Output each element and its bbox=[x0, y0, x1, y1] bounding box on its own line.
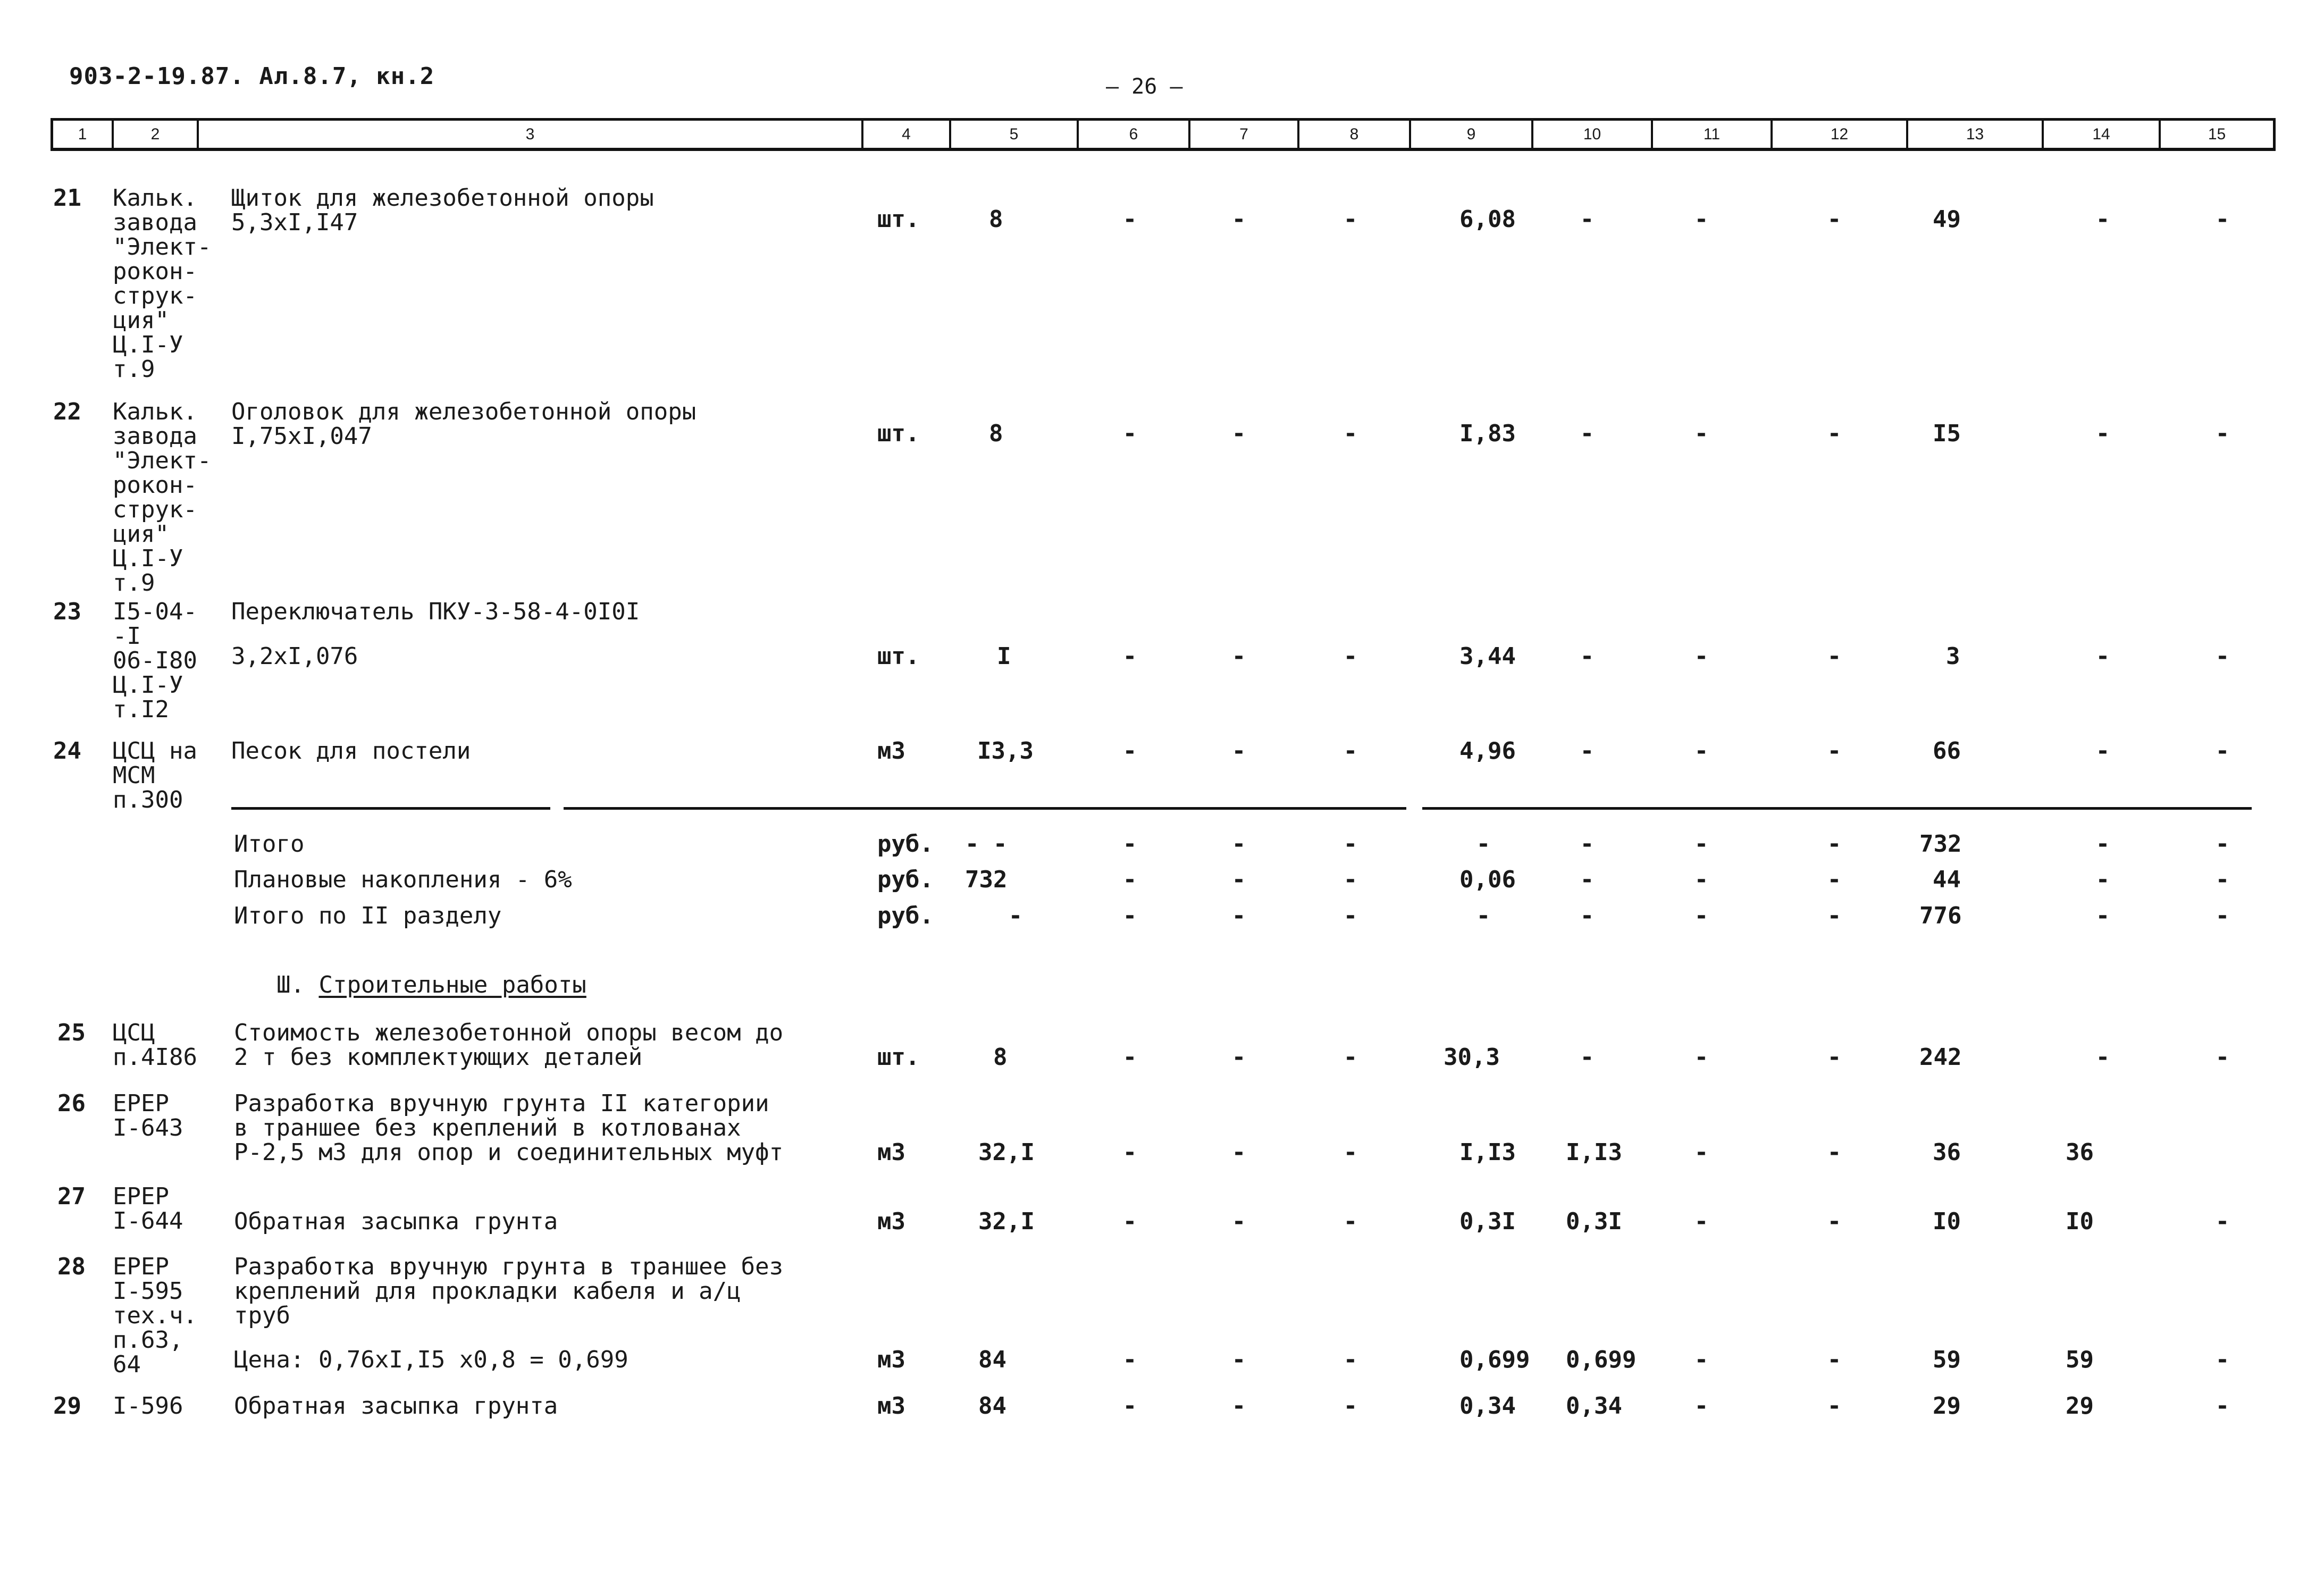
cell-col6: - bbox=[1122, 1139, 1137, 1166]
cell-col8: - bbox=[1343, 902, 1358, 929]
cell-col10: - bbox=[1580, 902, 1595, 929]
row-reference: ЕРЕР I-643 bbox=[113, 1090, 183, 1141]
row-description-line2: 3,2хI,076 bbox=[231, 643, 358, 670]
cell-col10: - bbox=[1580, 420, 1595, 447]
cell-col9: 6,08 bbox=[1459, 206, 1516, 233]
col-header-15: 15 bbox=[2159, 121, 2273, 148]
cell-col10: 0,3I bbox=[1566, 1208, 1622, 1235]
cell-col12: - bbox=[1827, 1044, 1842, 1071]
section-title: Строительные работы bbox=[318, 971, 586, 998]
quantity: 8 bbox=[993, 1044, 1008, 1071]
cell-col14: 59 bbox=[2066, 1346, 2094, 1373]
cell-col11: - bbox=[1694, 737, 1709, 765]
unit: руб. bbox=[877, 866, 934, 893]
cell-col6: - bbox=[1122, 1346, 1137, 1373]
cell-col10: - bbox=[1580, 866, 1595, 893]
cell-col12: - bbox=[1827, 737, 1842, 765]
row-reference: I5-04- -I 06-I80 Ц.I-У т.I2 bbox=[113, 598, 197, 723]
cell-col11: - bbox=[1694, 206, 1709, 233]
cell-col6: - bbox=[1122, 902, 1137, 929]
cell-col12: - bbox=[1827, 902, 1842, 929]
separator-rule bbox=[1422, 807, 2252, 810]
cell-col11: - bbox=[1694, 1044, 1709, 1071]
cell-col9: 0,699 bbox=[1459, 1346, 1530, 1373]
cell-col12: - bbox=[1827, 206, 1842, 233]
row-number: 28 bbox=[57, 1253, 86, 1280]
unit: шт. bbox=[877, 643, 920, 670]
quantity: 32,I bbox=[978, 1208, 1035, 1235]
cell-col8: - bbox=[1343, 830, 1358, 858]
cell-col13: 29 bbox=[1933, 1392, 1961, 1420]
row-reference: Кальк. завода "Элект- рокон- струк- ция" Ц.I-У т.9 bbox=[113, 398, 212, 597]
cell-col9: 0,06 bbox=[1459, 866, 1516, 893]
cell-col14: I0 bbox=[2066, 1208, 2094, 1235]
cell-col9: 0,34 bbox=[1459, 1392, 1516, 1420]
cell-col13: 49 bbox=[1933, 206, 1961, 233]
cell-col6: - bbox=[1122, 1044, 1137, 1071]
cell-col7: - bbox=[1231, 1208, 1246, 1235]
unit: м3 bbox=[877, 1346, 905, 1373]
row-description: Обратная засыпка грунта bbox=[234, 1208, 558, 1235]
cell-col6: - bbox=[1122, 830, 1137, 858]
row-number: 21 bbox=[53, 184, 81, 212]
cell-col11: - bbox=[1694, 420, 1709, 447]
row-number: 24 bbox=[53, 737, 81, 765]
price-formula: Цена: 0,76хI,I5 х0,8 = 0,699 bbox=[234, 1346, 628, 1373]
cell-col13: 59 bbox=[1933, 1346, 1961, 1373]
col-header-2: 2 bbox=[112, 121, 197, 148]
col-header-6: 6 bbox=[1077, 121, 1188, 148]
cell-col14: - bbox=[2095, 206, 2110, 233]
cell-col10: 0,34 bbox=[1566, 1392, 1622, 1420]
col-header-14: 14 bbox=[2042, 121, 2159, 148]
cell-col7: - bbox=[1231, 737, 1246, 765]
cell-col14: - bbox=[2095, 643, 2110, 670]
row-number: 22 bbox=[53, 398, 81, 425]
cell-col6: - bbox=[1122, 737, 1137, 765]
row-description: Разработка вручную грунта II категории в траншее без креплений в котлованах Р-2,5 м3 для опор и соединительных муфт bbox=[234, 1090, 784, 1166]
cell-col8: - bbox=[1343, 1392, 1358, 1420]
col-header-9: 9 bbox=[1409, 121, 1531, 148]
row-reference: ЦСЦ п.4I86 bbox=[113, 1019, 197, 1071]
cell-col11: - bbox=[1694, 830, 1709, 858]
unit: м3 bbox=[877, 737, 905, 765]
cell-col8: - bbox=[1343, 1139, 1358, 1166]
cell-col7: - bbox=[1231, 1346, 1246, 1373]
col-header-4: 4 bbox=[861, 121, 949, 148]
cell-col6: - bbox=[1122, 1208, 1137, 1235]
cell-col13: I0 bbox=[1933, 1208, 1961, 1235]
cell-col6: - bbox=[1122, 206, 1137, 233]
separator-rule bbox=[231, 807, 550, 810]
cell-col8: - bbox=[1343, 1208, 1358, 1235]
cell-col13: 776 bbox=[1919, 902, 1962, 929]
quantity: 84 bbox=[978, 1346, 1006, 1373]
cell-col7: - bbox=[1231, 206, 1246, 233]
row-description: Оголовок для железобетонной опоры I,75хI,047 bbox=[231, 398, 697, 450]
document-code: 903-2-19.87. Ал.8.7, кн.2 bbox=[69, 63, 435, 90]
separator-rule bbox=[564, 807, 1406, 810]
quantity: 8 bbox=[989, 420, 1003, 447]
quantity: - bbox=[1008, 902, 1023, 929]
row-reference: ЕРЕР I-595 тех.ч. п.63, 64 bbox=[113, 1253, 197, 1378]
col-header-11: 11 bbox=[1651, 121, 1771, 148]
cell-col14: - bbox=[2095, 420, 2110, 447]
col-header-13: 13 bbox=[1906, 121, 2042, 148]
unit: м3 bbox=[877, 1139, 905, 1166]
page-number: — 26 — bbox=[1106, 74, 1183, 99]
quantity: 8 bbox=[989, 206, 1003, 233]
cell-col8: - bbox=[1343, 643, 1358, 670]
cell-col13: I5 bbox=[1933, 420, 1961, 447]
cell-col13: 66 bbox=[1933, 737, 1961, 765]
row-description: Песок для постели bbox=[231, 737, 471, 765]
cell-col14: 36 bbox=[2066, 1139, 2094, 1166]
cell-col8: - bbox=[1343, 1346, 1358, 1373]
cell-col14: 29 bbox=[2066, 1392, 2094, 1420]
cell-col15: - bbox=[2215, 902, 2230, 929]
cell-col11: - bbox=[1694, 902, 1709, 929]
cell-col7: - bbox=[1231, 1139, 1246, 1166]
unit: м3 bbox=[877, 1392, 905, 1420]
cell-col10: - bbox=[1580, 737, 1595, 765]
cell-col8: - bbox=[1343, 866, 1358, 893]
col-header-7: 7 bbox=[1188, 121, 1297, 148]
cell-col7: - bbox=[1231, 420, 1246, 447]
col-header-8: 8 bbox=[1297, 121, 1409, 148]
row-number: 29 bbox=[53, 1392, 81, 1420]
quantity: I bbox=[997, 643, 1011, 670]
totals-label: Плановые накопления - 6% bbox=[234, 866, 572, 893]
quantity: 84 bbox=[978, 1392, 1006, 1420]
cell-col15: - bbox=[2215, 1208, 2230, 1235]
cell-col7: - bbox=[1231, 866, 1246, 893]
cell-col15: - bbox=[2215, 866, 2230, 893]
cell-col12: - bbox=[1827, 1139, 1842, 1166]
cell-col10: - bbox=[1580, 830, 1595, 858]
cell-col7: - bbox=[1231, 1044, 1246, 1071]
unit: шт. bbox=[877, 420, 920, 447]
col-header-10: 10 bbox=[1531, 121, 1651, 148]
cell-col14: - bbox=[2095, 1044, 2110, 1071]
quantity: 32,I bbox=[978, 1139, 1035, 1166]
row-number: 25 bbox=[57, 1019, 86, 1046]
cell-col11: - bbox=[1694, 1208, 1709, 1235]
cell-col12: - bbox=[1827, 1208, 1842, 1235]
row-description: Щиток для железобетонной опоры 5,3хI,I47 bbox=[231, 184, 654, 236]
section-prefix: Ш. bbox=[276, 971, 305, 998]
cell-col13: 3 bbox=[1946, 643, 1960, 670]
totals-label: Итого bbox=[234, 830, 305, 858]
quantity: I3,3 bbox=[977, 737, 1034, 765]
row-number: 26 bbox=[57, 1090, 86, 1117]
cell-col10: - bbox=[1580, 643, 1595, 670]
cell-col7: - bbox=[1231, 1392, 1246, 1420]
cell-col8: - bbox=[1343, 737, 1358, 765]
cell-col6: - bbox=[1122, 1392, 1137, 1420]
row-description: Обратная засыпка грунта bbox=[234, 1392, 558, 1420]
cell-col6: - bbox=[1122, 866, 1137, 893]
cell-col15: - bbox=[2215, 420, 2230, 447]
cell-col15: - bbox=[2215, 1346, 2230, 1373]
cell-col6: - bbox=[1122, 643, 1137, 670]
cell-col8: - bbox=[1343, 1044, 1358, 1071]
cell-col14: - bbox=[2095, 866, 2110, 893]
cell-col12: - bbox=[1827, 866, 1842, 893]
cell-col8: - bbox=[1343, 420, 1358, 447]
row-number: 23 bbox=[53, 598, 81, 625]
cell-col9: - bbox=[1476, 902, 1491, 929]
cell-col12: - bbox=[1827, 420, 1842, 447]
row-description-line1: Переключатель ПКУ-3-58-4-0I0I bbox=[231, 598, 640, 625]
cell-col12: - bbox=[1827, 1346, 1842, 1373]
cell-col9: I,I3 bbox=[1459, 1139, 1516, 1166]
cell-col10: - bbox=[1580, 1044, 1595, 1071]
row-reference: Кальк. завода "Элект- рокон- струк- ция" Ц.I-У т.9 bbox=[113, 184, 212, 383]
cell-col12: - bbox=[1827, 1392, 1842, 1420]
cell-col7: - bbox=[1231, 643, 1246, 670]
row-reference: ЦСЦ на МСМ п.300 bbox=[113, 737, 197, 813]
cell-col11: - bbox=[1694, 1346, 1709, 1373]
column-header-row bbox=[51, 118, 2276, 151]
cell-col13: 44 bbox=[1933, 866, 1961, 893]
cell-col8: - bbox=[1343, 206, 1358, 233]
cell-col15: - bbox=[2215, 737, 2230, 765]
cell-col11: - bbox=[1694, 866, 1709, 893]
cell-col9: - bbox=[1476, 830, 1491, 858]
cell-col11: - bbox=[1694, 1392, 1709, 1420]
unit: шт. bbox=[877, 206, 920, 233]
cell-col12: - bbox=[1827, 643, 1842, 670]
cell-col11: - bbox=[1694, 1139, 1709, 1166]
cell-col9: 0,3I bbox=[1459, 1208, 1516, 1235]
row-reference: I-596 bbox=[113, 1392, 183, 1420]
totals-label: Итого по II разделу bbox=[234, 902, 502, 929]
cell-col9: 4,96 bbox=[1459, 737, 1516, 765]
cell-col14: - bbox=[2095, 737, 2110, 765]
unit: руб. bbox=[877, 902, 934, 929]
cell-col12: - bbox=[1827, 830, 1842, 858]
cell-col15: - bbox=[2215, 1044, 2230, 1071]
cell-col15: - bbox=[2215, 1392, 2230, 1420]
cell-col13: 242 bbox=[1919, 1044, 1962, 1071]
cell-col11: - bbox=[1694, 643, 1709, 670]
quantity: - - bbox=[965, 830, 1008, 858]
col-header-12: 12 bbox=[1771, 121, 1906, 148]
row-reference: ЕРЕР I-644 bbox=[113, 1183, 183, 1235]
cell-col15: - bbox=[2215, 643, 2230, 670]
cell-col9: I,83 bbox=[1459, 420, 1516, 447]
cell-col7: - bbox=[1231, 902, 1246, 929]
cell-col13: 36 bbox=[1933, 1139, 1961, 1166]
unit: м3 bbox=[877, 1208, 905, 1235]
cell-col10: 0,699 bbox=[1566, 1346, 1637, 1373]
cell-col9: 30,3 bbox=[1444, 1044, 1500, 1071]
cell-col7: - bbox=[1231, 830, 1246, 858]
col-header-5: 5 bbox=[949, 121, 1077, 148]
unit: руб. bbox=[877, 830, 934, 858]
cell-col15: - bbox=[2215, 830, 2230, 858]
col-header-3: 3 bbox=[197, 121, 861, 148]
col-header-1: 1 bbox=[78, 125, 87, 143]
cell-col14: - bbox=[2095, 902, 2110, 929]
row-description: Стоимость железобетонной опоры весом до 2 т без комплектующих деталей bbox=[234, 1019, 784, 1071]
quantity: 732 bbox=[965, 866, 1008, 893]
cell-col10: - bbox=[1580, 206, 1595, 233]
cell-col6: - bbox=[1122, 420, 1137, 447]
cell-col15: - bbox=[2215, 206, 2230, 233]
cell-col10: I,I3 bbox=[1566, 1139, 1622, 1166]
cell-col9: 3,44 bbox=[1459, 643, 1516, 670]
row-number: 27 bbox=[57, 1183, 86, 1210]
row-description: Разработка вручную грунта в траншее без креплений для прокладки кабеля и а/ц труб bbox=[234, 1253, 784, 1329]
section-heading bbox=[276, 973, 586, 997]
cell-col13: 732 bbox=[1919, 830, 1962, 858]
unit: шт. bbox=[877, 1044, 920, 1071]
cell-col14: - bbox=[2095, 830, 2110, 858]
